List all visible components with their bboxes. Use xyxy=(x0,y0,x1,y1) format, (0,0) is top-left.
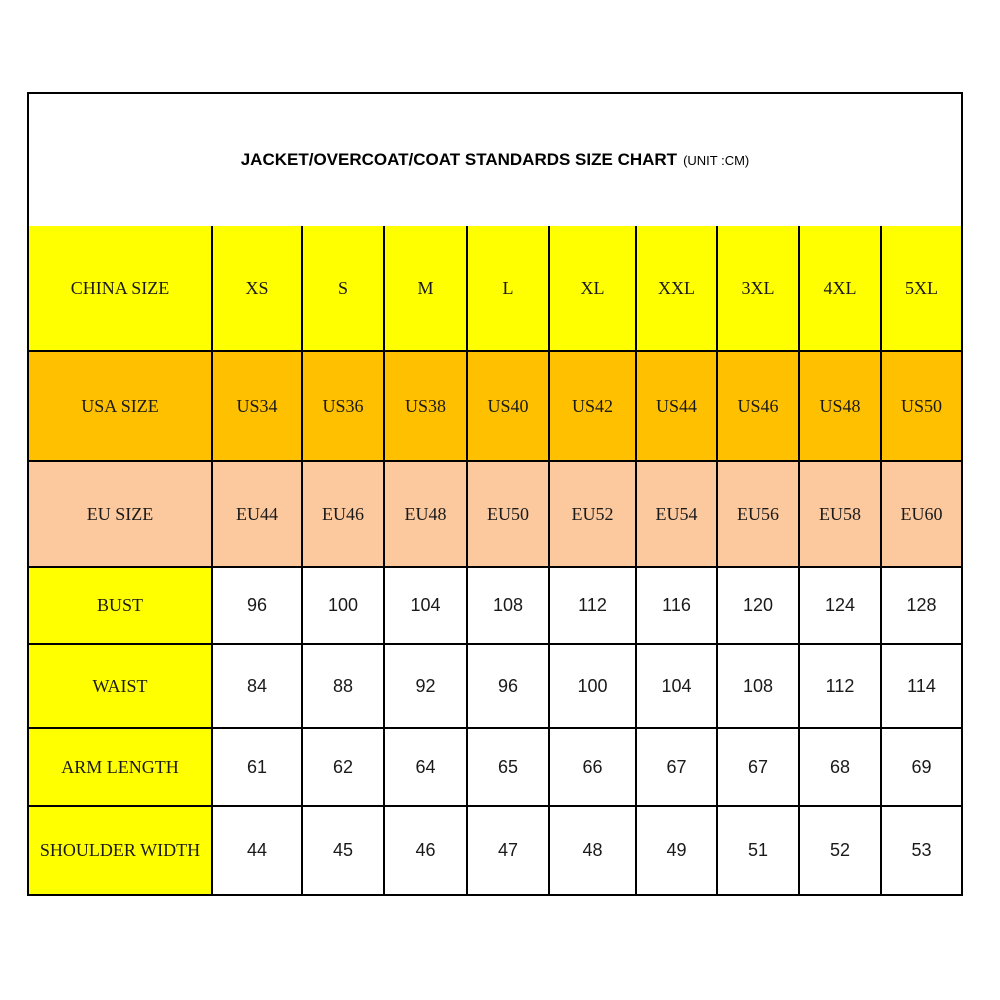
eu-size-row xyxy=(29,461,961,567)
table-cell: EU48 xyxy=(384,461,467,567)
table-cell: 45 xyxy=(302,806,384,894)
table-cell: 68 xyxy=(799,728,881,806)
row-label: CHINA SIZE xyxy=(29,226,212,351)
table-cell: EU56 xyxy=(717,461,799,567)
table-cell: 47 xyxy=(467,806,549,894)
table-cell: US36 xyxy=(302,351,384,461)
table-cell: 53 xyxy=(881,806,961,894)
table-cell: S xyxy=(302,226,384,351)
chart-unit: (UNIT :CM) xyxy=(683,152,750,168)
table-cell: XS xyxy=(212,226,302,351)
table-cell: EU44 xyxy=(212,461,302,567)
table-cell: XXL xyxy=(636,226,717,351)
row-label: ARM LENGTH xyxy=(29,728,212,806)
table-cell: 104 xyxy=(384,567,467,644)
table-cell: 100 xyxy=(302,567,384,644)
table-cell: 100 xyxy=(549,644,636,728)
table-cell: US34 xyxy=(212,351,302,461)
row-label: SHOULDER WIDTH xyxy=(29,806,212,894)
row-label: WAIST xyxy=(29,644,212,728)
table-cell: 52 xyxy=(799,806,881,894)
row-label: EU SIZE xyxy=(29,461,212,567)
table-cell: 51 xyxy=(717,806,799,894)
table-cell: 62 xyxy=(302,728,384,806)
table-cell: EU52 xyxy=(549,461,636,567)
table-cell: US48 xyxy=(799,351,881,461)
shoulder-width-row xyxy=(29,806,961,894)
usa-size-row xyxy=(29,351,961,461)
chart-title: JACKET/OVERCOAT/COAT STANDARDS SIZE CHART xyxy=(240,150,678,169)
table-cell: 88 xyxy=(302,644,384,728)
table-cell: 108 xyxy=(717,644,799,728)
table-cell: 3XL xyxy=(717,226,799,351)
table-cell: US50 xyxy=(881,351,961,461)
table-cell: 96 xyxy=(467,644,549,728)
table-cell: EU54 xyxy=(636,461,717,567)
waist-row xyxy=(29,644,961,728)
table-cell: EU50 xyxy=(467,461,549,567)
table-cell: 67 xyxy=(636,728,717,806)
table-cell: 49 xyxy=(636,806,717,894)
china-size-row xyxy=(29,226,961,351)
table-cell: 48 xyxy=(549,806,636,894)
table-cell: 46 xyxy=(384,806,467,894)
table-cell: EU46 xyxy=(302,461,384,567)
table-cell: US46 xyxy=(717,351,799,461)
table-cell: US40 xyxy=(467,351,549,461)
bust-row xyxy=(29,567,961,644)
table-cell: 66 xyxy=(549,728,636,806)
row-label: USA SIZE xyxy=(29,351,212,461)
table-cell: 120 xyxy=(717,567,799,644)
table-cell: 69 xyxy=(881,728,961,806)
table-cell: 44 xyxy=(212,806,302,894)
table-cell: 5XL xyxy=(881,226,961,351)
table-cell: 114 xyxy=(881,644,961,728)
table-cell: US38 xyxy=(384,351,467,461)
table-cell: 61 xyxy=(212,728,302,806)
table-cell: 4XL xyxy=(799,226,881,351)
table-cell: 65 xyxy=(467,728,549,806)
size-chart xyxy=(27,92,963,896)
table-cell: 84 xyxy=(212,644,302,728)
table-cell: M xyxy=(384,226,467,351)
table-cell: 104 xyxy=(636,644,717,728)
table-cell: 112 xyxy=(799,644,881,728)
table-cell: EU58 xyxy=(799,461,881,567)
table-cell: 128 xyxy=(881,567,961,644)
size-table xyxy=(29,226,961,894)
table-cell: 124 xyxy=(799,567,881,644)
table-cell: 67 xyxy=(717,728,799,806)
table-cell: L xyxy=(467,226,549,351)
table-cell: US42 xyxy=(549,351,636,461)
table-cell: US44 xyxy=(636,351,717,461)
table-cell: 92 xyxy=(384,644,467,728)
arm-length-row xyxy=(29,728,961,806)
row-label: BUST xyxy=(29,567,212,644)
table-cell: 96 xyxy=(212,567,302,644)
table-cell: 64 xyxy=(384,728,467,806)
table-cell: 108 xyxy=(467,567,549,644)
chart-title-row xyxy=(29,94,961,228)
table-cell: EU60 xyxy=(881,461,961,567)
table-cell: 112 xyxy=(549,567,636,644)
table-cell: 116 xyxy=(636,567,717,644)
table-cell: XL xyxy=(549,226,636,351)
